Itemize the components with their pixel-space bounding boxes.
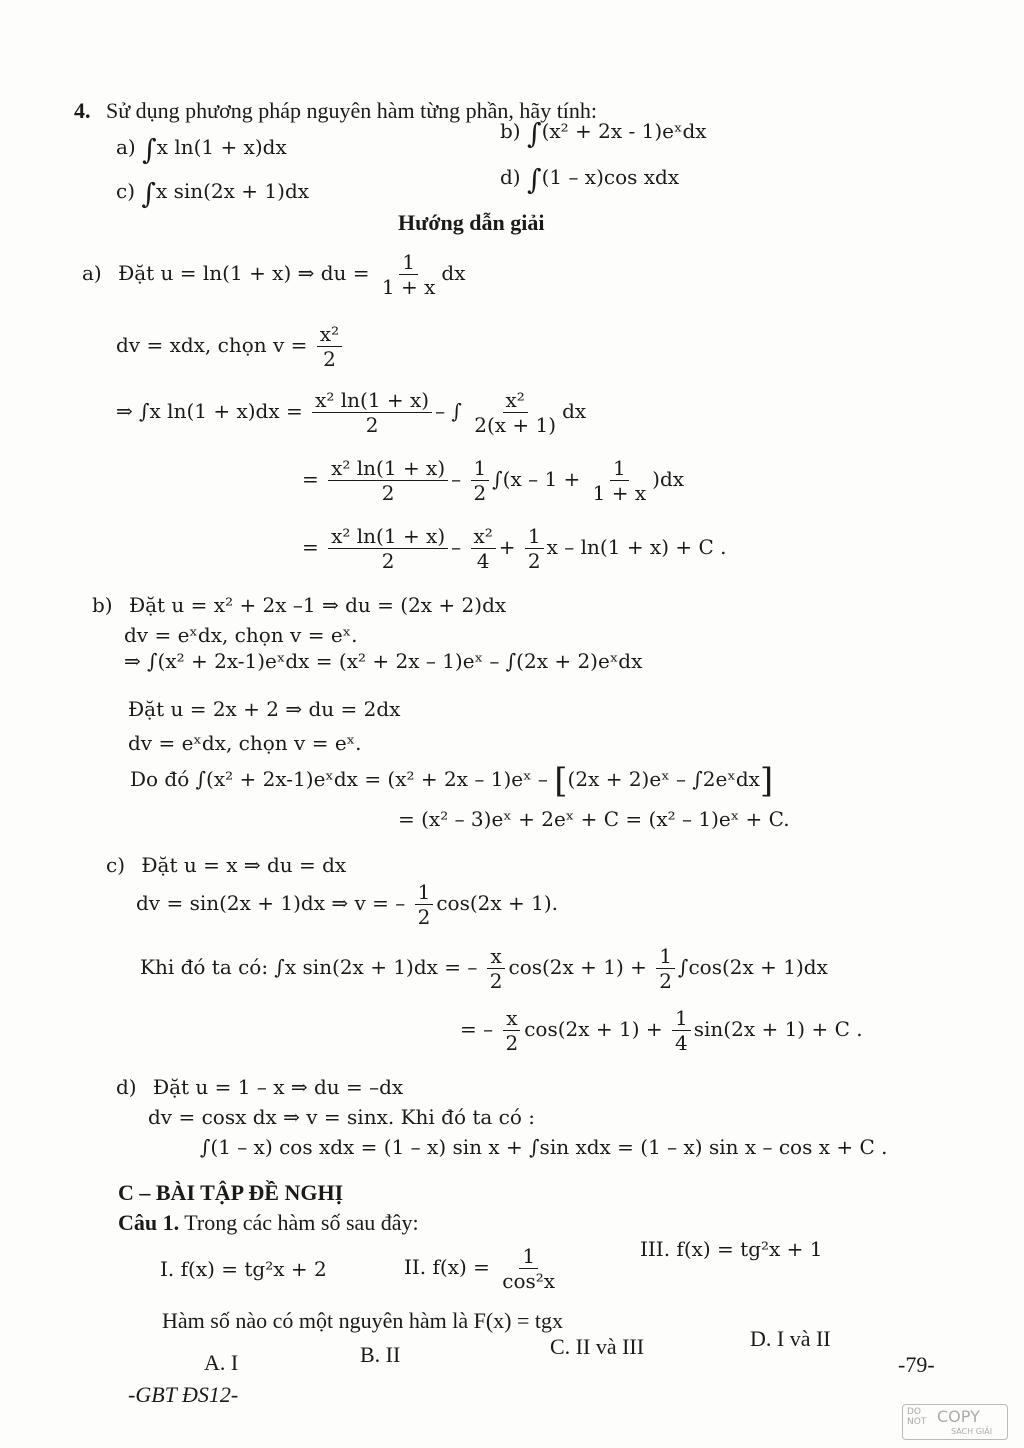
- numerator: x²: [503, 388, 528, 413]
- numerator: x² ln(1 + x): [312, 388, 432, 413]
- watermark-line-2: COPY: [937, 1407, 980, 1426]
- part-label: d): [116, 1075, 137, 1099]
- expr: Đặt u = 1 – x ⇒ du = –dx: [152, 1075, 404, 1099]
- denominator: 2: [489, 969, 503, 993]
- part-b-line-4: Đặt u = 2x + 2 ⇒ du = 2dx: [128, 697, 401, 721]
- numerator: 1: [672, 1006, 691, 1031]
- expr: dv = sin(2x + 1)dx ⇒ v = –: [136, 891, 406, 915]
- integral-sign: ∫: [526, 163, 542, 196]
- part-d-line-1: [116, 1074, 403, 1100]
- fraction: [656, 944, 675, 993]
- expr: – ∫: [435, 399, 462, 423]
- option-1: I. f(x) = tg²x + 2: [160, 1257, 327, 1281]
- expr: Đặt u = x ⇒ du = dx: [141, 853, 347, 877]
- part-d-line-3: ∫(1 – x) cos xdx = (1 – x) sin x + ∫sin xdx = (1 – x) sin x – cos x + C .: [200, 1135, 888, 1159]
- expr: –: [451, 467, 462, 491]
- book-code: -GBT ĐS12-: [128, 1382, 239, 1407]
- part-a-line-1: [82, 250, 465, 299]
- watermark-line-3: SÁCH GIẢI: [951, 1427, 993, 1436]
- numerator: 1: [656, 944, 675, 969]
- fraction: [379, 250, 438, 299]
- answer-d: D. I và II: [750, 1326, 831, 1351]
- expr: cos(2x + 1).: [436, 891, 559, 915]
- page-number: -79-: [898, 1352, 935, 1377]
- expr: +: [498, 535, 516, 559]
- exercise-item-c: [116, 177, 310, 210]
- expr: Đặt u = ln(1 + x) ⇒ du =: [118, 261, 370, 285]
- watermark-logo: [902, 1404, 1008, 1440]
- watermark-line-1: DO NOT: [907, 1407, 927, 1427]
- left-bracket: [: [554, 761, 568, 801]
- solution-heading: Hướng dẫn giải: [398, 210, 545, 235]
- numerator: x²: [471, 524, 496, 549]
- fraction: [502, 1006, 521, 1055]
- fraction: [328, 456, 448, 505]
- integral-sign: ∫: [142, 133, 157, 166]
- item-expression: (x² + 2x - 1)eˣdx: [541, 119, 707, 143]
- answer-a: A. I: [204, 1350, 239, 1375]
- denominator: 2: [505, 1031, 519, 1055]
- exercise-prompt: Sử dụng phương pháp nguyên hàm từng phần, hãy tính:: [106, 98, 598, 123]
- denominator: 4: [675, 1031, 688, 1055]
- question-statement: Hàm số nào có một nguyên hàm là F(x) = tgx: [162, 1308, 564, 1333]
- expr: Đặt u = x² + 2x –1 ⇒ du = (2x + 2)dx: [128, 593, 507, 617]
- denominator: 2: [381, 549, 395, 573]
- fraction: [328, 524, 448, 573]
- integral-sign: ∫: [141, 177, 156, 210]
- expr: II. f(x) =: [404, 1255, 490, 1279]
- fraction: [499, 1244, 558, 1293]
- exercise-number: 4.: [74, 98, 91, 123]
- expr: cos(2x + 1) +: [524, 1017, 663, 1041]
- part-a-line-3: [116, 388, 586, 437]
- denominator: 2: [527, 549, 541, 573]
- numerator: x² ln(1 + x): [328, 456, 448, 481]
- question-label: Câu 1.: [118, 1210, 180, 1235]
- fraction: [525, 524, 544, 573]
- expr: sin(2x + 1) + C .: [693, 1017, 863, 1041]
- part-c-line-2: [136, 880, 558, 929]
- expr: = –: [460, 1017, 494, 1041]
- expr: ⇒ ∫x ln(1 + x)dx =: [116, 399, 303, 423]
- fraction: [317, 322, 342, 371]
- part-c-line-1: [106, 852, 346, 878]
- denominator: 2: [473, 481, 487, 505]
- part-label: b): [92, 593, 113, 617]
- numerator: 1: [471, 456, 490, 481]
- denominator: 2: [381, 481, 395, 505]
- item-label: c): [116, 179, 136, 203]
- option-3: III. f(x) = tg²x + 1: [640, 1237, 823, 1261]
- denominator: cos²x: [502, 1269, 556, 1293]
- part-c-line-4: [460, 1006, 863, 1055]
- part-a-line-2: [116, 322, 345, 371]
- numerator: x: [503, 1006, 520, 1031]
- part-b-line-2: dv = eˣdx, chọn v = eˣ.: [124, 623, 358, 647]
- denominator: 2: [417, 905, 431, 929]
- question-text: Trong các hàm số sau đây:: [184, 1210, 419, 1235]
- fraction: [415, 880, 434, 929]
- expr: Do đó ∫(x² + 2x-1)eˣdx = (x² + 2x – 1)eˣ –: [130, 767, 548, 791]
- integral-sign: ∫: [526, 117, 542, 150]
- exercise-item-d: [500, 163, 680, 196]
- fraction: [312, 388, 432, 437]
- denominator: 1 + x: [381, 275, 436, 299]
- part-label: c): [106, 853, 126, 877]
- item-expression: x sin(2x + 1)dx: [155, 179, 310, 203]
- expr: –: [451, 535, 462, 559]
- part-d-line-2: dv = cosx dx ⇒ v = sinx. Khi đó ta có :: [148, 1105, 536, 1129]
- expr: =: [302, 467, 319, 491]
- expr: dx: [441, 261, 466, 285]
- denominator: 1 + x: [592, 481, 647, 505]
- item-label: d): [500, 165, 521, 189]
- fraction: [471, 388, 559, 437]
- right-bracket: ]: [759, 761, 774, 801]
- denominator: 2(x + 1): [474, 413, 557, 437]
- expr: dv = xdx, chọn v =: [116, 333, 308, 357]
- numerator: x² ln(1 + x): [328, 524, 448, 549]
- item-label: a): [116, 135, 136, 159]
- exercise-item-a: [116, 133, 287, 166]
- part-b-line-5: dv = eˣdx, chọn v = eˣ.: [128, 731, 362, 755]
- part-a-line-4: [302, 456, 684, 505]
- part-b-line-1: [92, 592, 506, 618]
- denominator: 2: [365, 413, 379, 437]
- expr: (2x + 2)eˣ – ∫2eˣdx: [567, 767, 760, 791]
- fraction: [590, 456, 649, 505]
- item-expression: (1 – x)cos xdx: [541, 165, 680, 189]
- question-1: [118, 1210, 419, 1236]
- item-expression: x ln(1 + x)dx: [156, 135, 287, 159]
- expr: dx: [562, 399, 587, 423]
- part-c-line-3: [140, 944, 828, 993]
- numerator: 1: [525, 524, 544, 549]
- part-a-line-5: [302, 524, 727, 573]
- part-b-line-6: [130, 761, 774, 801]
- numerator: x²: [317, 322, 342, 347]
- part-b-line-7: = (x² – 3)eˣ + 2eˣ + C = (x² – 1)eˣ + C.: [398, 807, 790, 831]
- item-label: b): [500, 119, 521, 143]
- part-label: a): [82, 261, 102, 285]
- numerator: 1: [399, 250, 418, 275]
- numerator: 1: [519, 1244, 538, 1269]
- answer-b: B. II: [360, 1342, 401, 1367]
- numerator: 1: [610, 456, 629, 481]
- fraction: [471, 524, 496, 573]
- exercise-item-b: [500, 117, 707, 150]
- option-2: [404, 1244, 561, 1293]
- part-b-line-3: ⇒ ∫(x² + 2x-1)eˣdx = (x² + 2x – 1)eˣ – ∫(2x + 2)eˣdx: [124, 649, 643, 673]
- denominator: 4: [476, 549, 490, 573]
- numerator: 1: [415, 880, 434, 905]
- expr: ∫(x – 1 +: [492, 467, 581, 491]
- numerator: x: [487, 944, 504, 969]
- expr: cos(2x + 1) +: [508, 955, 647, 979]
- section-heading: C – BÀI TẬP ĐỀ NGHỊ: [118, 1180, 344, 1205]
- denominator: 2: [323, 347, 336, 371]
- expr: x – ln(1 + x) + C .: [546, 535, 727, 559]
- expr: ∫cos(2x + 1)dx: [678, 955, 828, 979]
- answer-c: C. II và III: [550, 1334, 645, 1359]
- denominator: 2: [659, 969, 673, 993]
- expr: Khi đó ta có: ∫x sin(2x + 1)dx = –: [140, 955, 478, 979]
- fraction: [487, 944, 506, 993]
- expr: =: [302, 535, 319, 559]
- expr: )dx: [652, 467, 685, 491]
- fraction: [471, 456, 490, 505]
- fraction: [672, 1006, 691, 1055]
